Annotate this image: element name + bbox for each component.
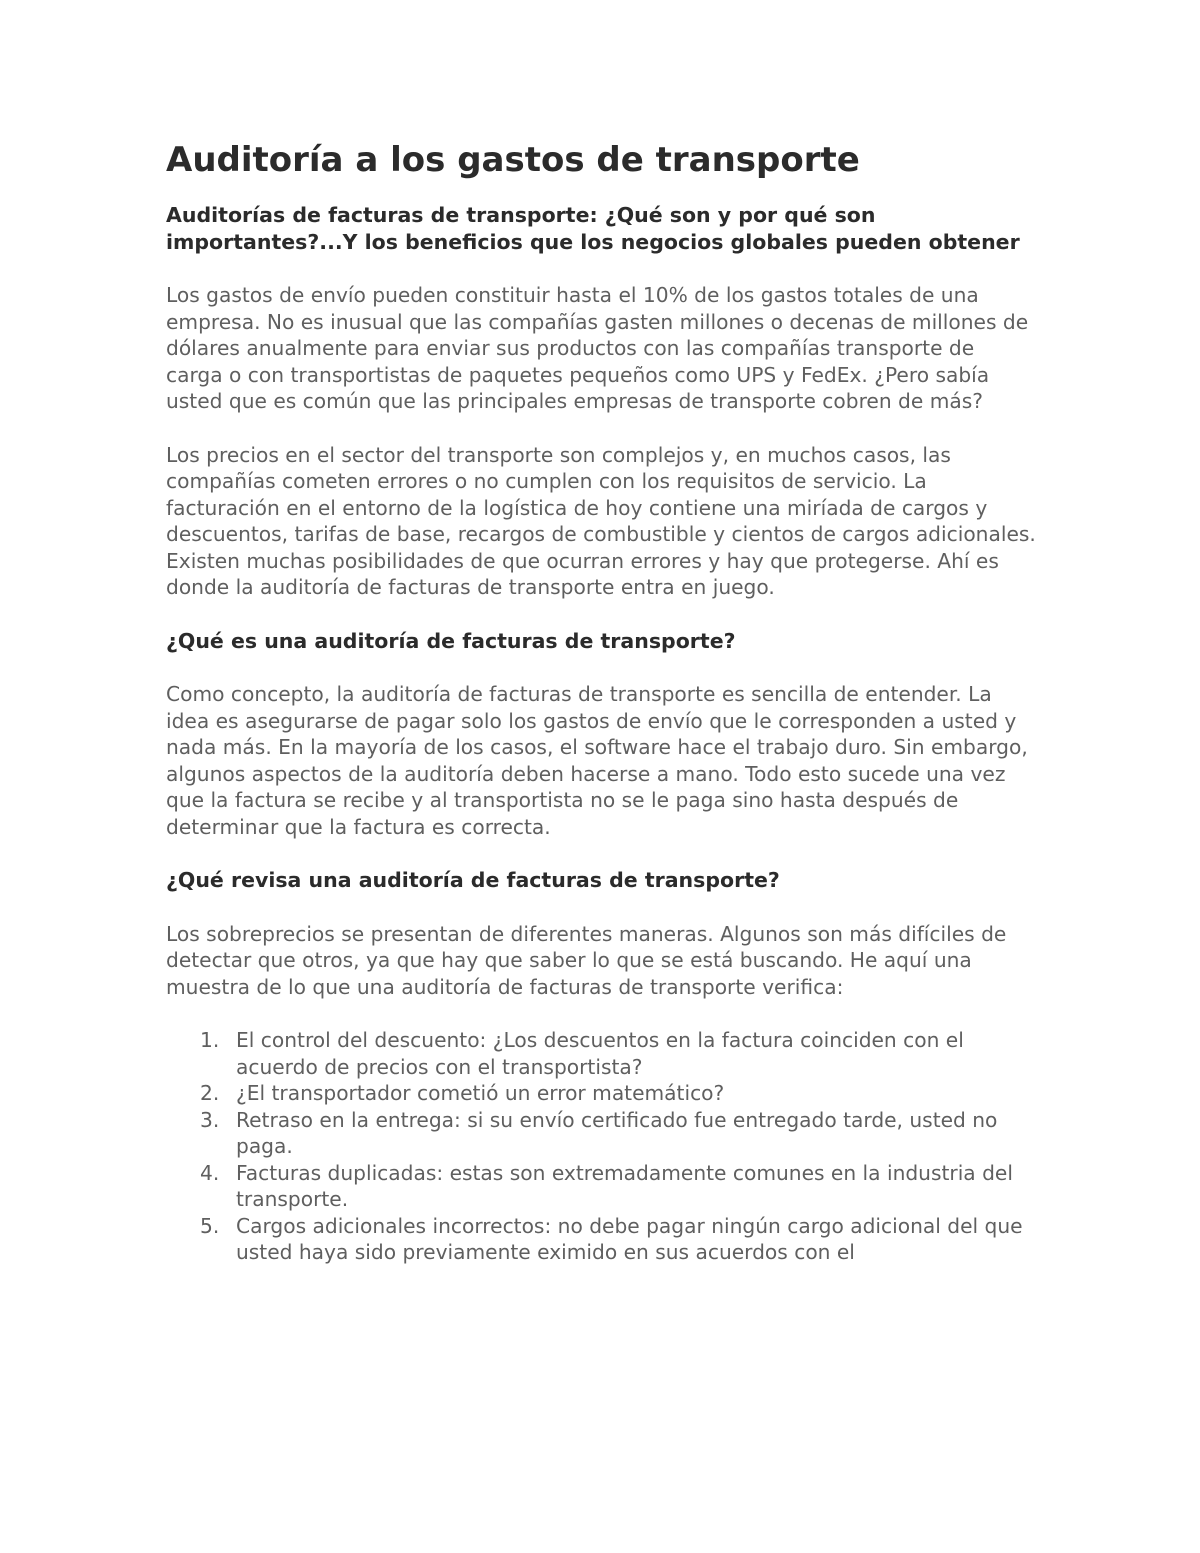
audit-checklist (166, 1027, 1036, 1266)
intro-paragraph: Los gastos de envío pueden constituir hasta el 10% de los gastos totales de una empresa. No es inusual que las compañías gasten millones o decenas de millones de dólares anualmente para enviar sus productos con las compañías transporte de carga o con transportistas de paquetes pequeños como UPS y FedEx. ¿Pero sabía usted que es común que las principales empresas de transporte cobren de más? (166, 283, 1029, 413)
list-item-text: ¿El transportador cometió un error matemático? (236, 1081, 725, 1105)
list-item (166, 1027, 1036, 1080)
list-item-number: 2. (200, 1081, 220, 1105)
document-subtitle: Auditorías de facturas de transporte: ¿Qué son y por qué son importantes?...Y los beneficios que los negocios globales pueden obtener (166, 203, 1020, 254)
list-item-number: 4. (200, 1160, 220, 1185)
list-item (166, 1107, 1036, 1160)
list-item-number: 3. (200, 1107, 220, 1132)
list-item-text: El control del descuento: ¿Los descuentos en la factura coinciden con el acuerdo de precios con el transportista? (236, 1028, 964, 1079)
section-paragraph-what-checks: Los sobreprecios se presentan de diferentes maneras. Algunos son más difíciles de detectar que otros, ya que hay que saber lo que se está buscando. He aquí una muestra de lo que una auditoría de facturas de transporte verifica: (166, 921, 1007, 999)
intro-paragraph: Los precios en el sector del transporte son complejos y, en muchos casos, las compañías cometen errores o no cumplen con los requisitos de servicio. La facturación en el entorno de la logística de hoy contiene una miríada de cargos y descuentos, tarifas de base, recargos de combustible y cientos de cargos adicionales. Existen muchas posibilidades de que ocurran errores y hay que protegerse. Ahí es donde la auditoría de facturas de transporte entra en juego. (166, 442, 1036, 599)
section-heading-what-is: ¿Qué es una auditoría de facturas de transporte? (166, 628, 736, 653)
list-item-number: 5. (200, 1213, 220, 1238)
document-page (166, 138, 1036, 1266)
document-title: Auditoría a los gastos de transporte (166, 140, 860, 180)
list-item-text: Facturas duplicadas: estas son extremadamente comunes en la industria del transporte. (236, 1160, 1013, 1211)
list-item (166, 1213, 1036, 1266)
list-item-text: Retraso en la entrega: si su envío certificado fue entregado tarde, usted no paga. (236, 1107, 998, 1158)
section-paragraph-what-is: Como concepto, la auditoría de facturas de transporte es sencilla de entender. La idea es asegurarse de pagar solo los gastos de envío que le corresponden a usted y nada más. En la mayoría de los casos, el software hace el trabajo duro. Sin embargo, algunos aspectos de la auditoría deben hacerse a mano. Todo esto sucede una vez que la factura se recibe y al transportista no se le paga sino hasta después de determinar que la factura es correcta. (166, 682, 1028, 839)
list-item (166, 1160, 1036, 1213)
list-item-text: Cargos adicionales incorrectos: no debe pagar ningún cargo adicional del que usted haya sido previamente eximido en sus acuerdos con el (236, 1213, 1023, 1264)
section-heading-what-checks: ¿Qué revisa una auditoría de facturas de transporte? (166, 868, 780, 892)
list-item (166, 1080, 1036, 1107)
list-item-number: 1. (200, 1028, 220, 1052)
